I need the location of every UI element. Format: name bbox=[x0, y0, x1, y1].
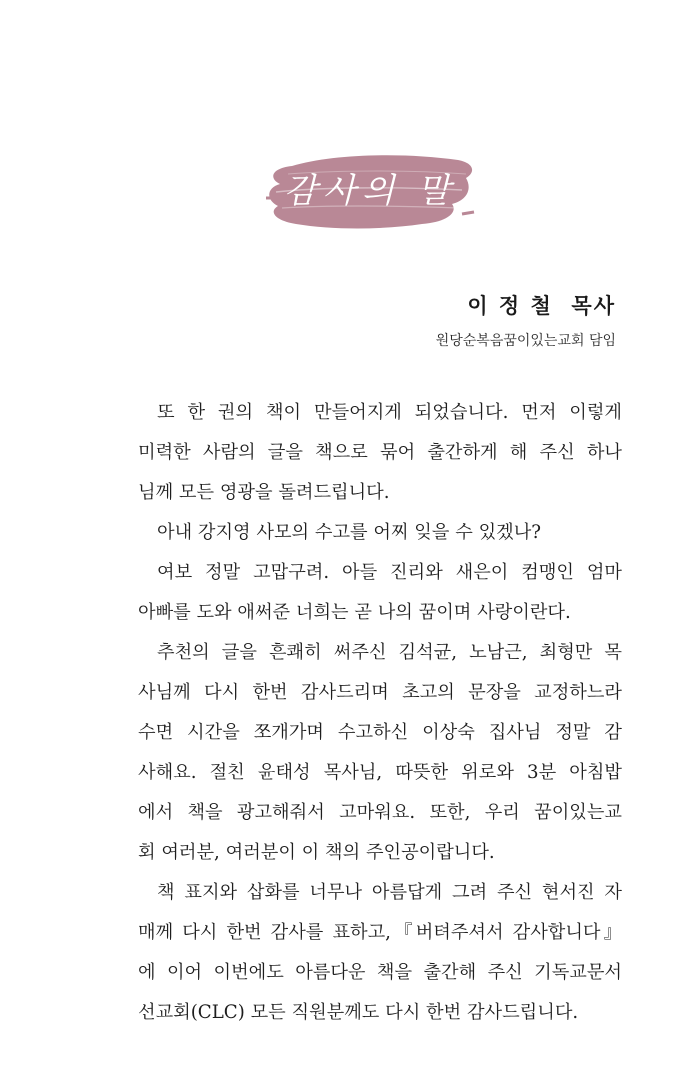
text-line: 매께 다시 한번 감사를 표하고,『버텨주셔서 감사합니다』 bbox=[138, 922, 622, 943]
text-line: 선교회(CLC) 모든 직원분께도 다시 한번 감사드립니다. bbox=[138, 1002, 579, 1023]
author-role: 원당순복음꿈이있는교회 담임 bbox=[435, 333, 616, 349]
text-line: 아빠를 도와 애써준 너희는 곧 나의 꿈이며 사랑이란다. bbox=[138, 602, 571, 623]
title-banner bbox=[262, 148, 478, 234]
text-line: 또 한 권의 책이 만들어지게 되었습니다. 먼저 이렇게 bbox=[157, 402, 622, 423]
text-line: 회 여러분, 여러분이 이 책의 주인공이랍니다. bbox=[138, 842, 495, 863]
page-title: 감사의 말 bbox=[283, 171, 457, 211]
text-line: 수면 시간을 쪼개가며 수고하신 이상숙 집사님 정말 감 bbox=[138, 722, 622, 743]
text-line: 추천의 글을 흔쾌히 써주신 김석균, 노남근, 최형만 목 bbox=[157, 642, 622, 663]
text-line: 에 이어 이번에도 아름다운 책을 출간해 주신 기독교문서 bbox=[138, 962, 622, 983]
text-line: 아내 강지영 사모의 수고를 어찌 잊을 수 있겠나? bbox=[157, 522, 542, 543]
text-line: 책 표지와 삽화를 너무나 아름답게 그려 주신 현서진 자 bbox=[157, 882, 622, 903]
text-line: 여보 정말 고맙구려. 아들 진리와 새은이 컴맹인 엄마 bbox=[157, 562, 622, 583]
body-text bbox=[138, 393, 622, 1033]
text-line: 미력한 사람의 글을 책으로 묶어 출간하게 해 주신 하나 bbox=[138, 442, 622, 463]
author-name: 이 정 철 목사 bbox=[467, 294, 616, 318]
text-line: 에서 책을 광고해줘서 고마워요. 또한, 우리 꿈이있는교 bbox=[138, 802, 622, 823]
text-line: 님께 모든 영광을 돌려드립니다. bbox=[138, 482, 390, 503]
text-line: 사님께 다시 한번 감사드리며 초고의 문장을 교정하느라 bbox=[138, 682, 622, 703]
text-line: 사해요. 절친 윤태성 목사님, 따뜻한 위로와 3분 아침밥 bbox=[138, 762, 622, 783]
